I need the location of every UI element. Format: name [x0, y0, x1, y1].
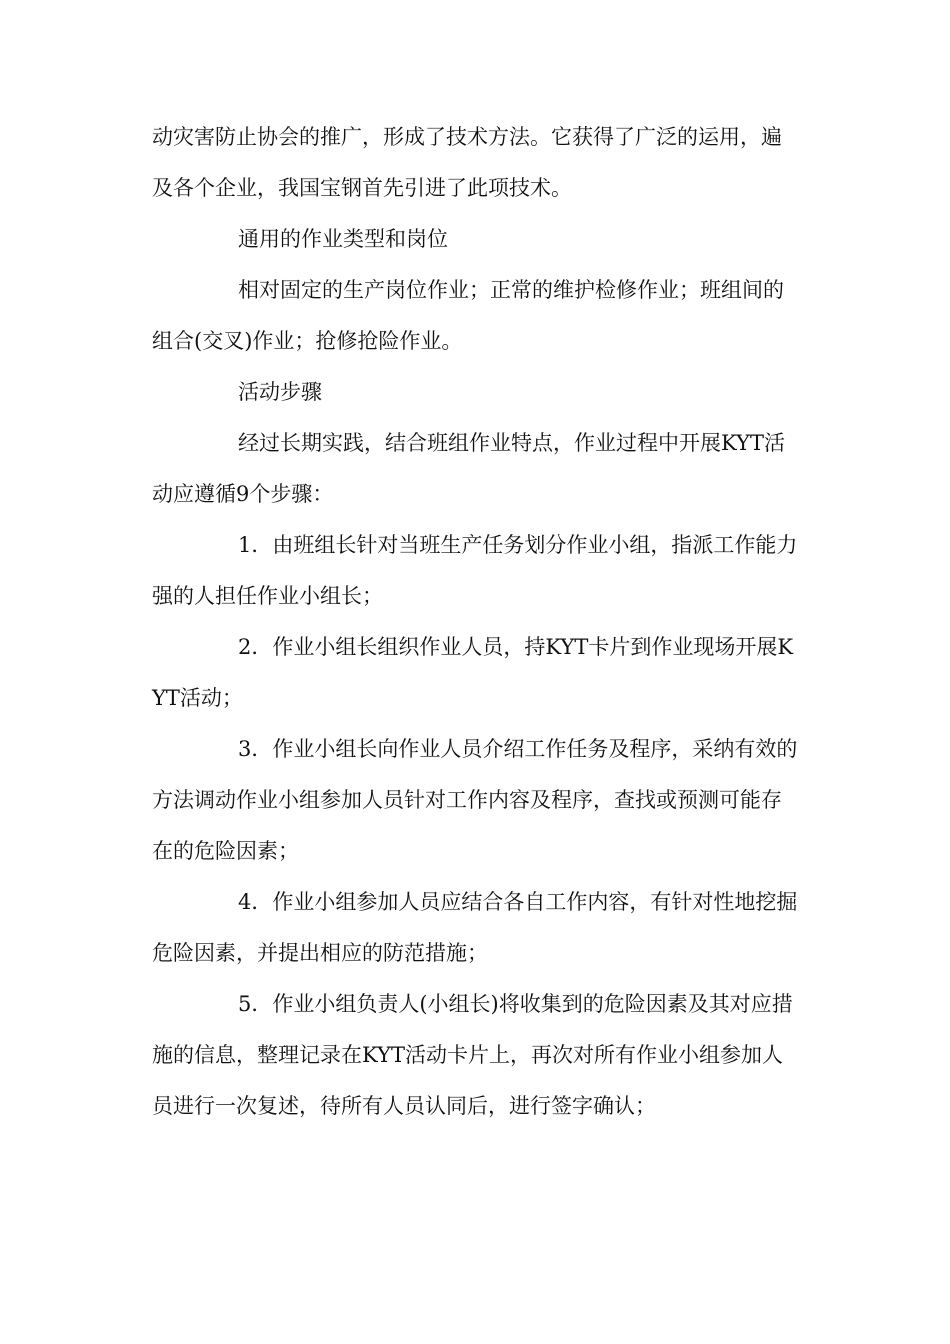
heading-activity-steps: 活动步骤 [238, 380, 322, 404]
heading-job-types: 通用的作业类型和岗位 [238, 227, 448, 251]
paragraph-job-types: 相对固定的生产岗位作业；正常的维护检修作业；班组间的组合(交叉)作业；抢修抢险作业。 [152, 278, 784, 353]
step-3: 3．作业小组长向作业人员介绍工作任务及程序，采纳有效的方法调动作业小组参加人员针对工作内容及程序，查找或预测可能存在的危险因素； [152, 737, 798, 863]
step-4: 4．作业小组参加人员应结合各自工作内容，有针对性地挖掘危险因素，并提出相应的防范措施； [152, 890, 798, 965]
step-5: 5．作业小组负责人(小组长)将收集到的危险因素及其对应措施的信息，整理记录在KYT活动卡片上，再次对所有作业小组参加人员进行一次复述，待所有人员认同后，进行签字确认； [152, 992, 793, 1118]
step-2: 2．作业小组长组织作业人员，持KYT卡片到作业现场开展KYT活动； [152, 635, 794, 710]
paragraph-intro-continued: 动灾害防止协会的推广，形成了技术方法。它获得了广泛的运用，遍及各个企业，我国宝钢首先引进了此项技术。 [152, 125, 782, 200]
step-1: 1．由班组长针对当班生产任务划分作业小组，指派工作能力强的人担任作业小组长； [152, 533, 798, 608]
paragraph-steps-intro: 经过长期实践，结合班组作业特点，作业过程中开展KYT活动应遵循9个步骤： [152, 431, 785, 506]
document-body [152, 112, 802, 1132]
